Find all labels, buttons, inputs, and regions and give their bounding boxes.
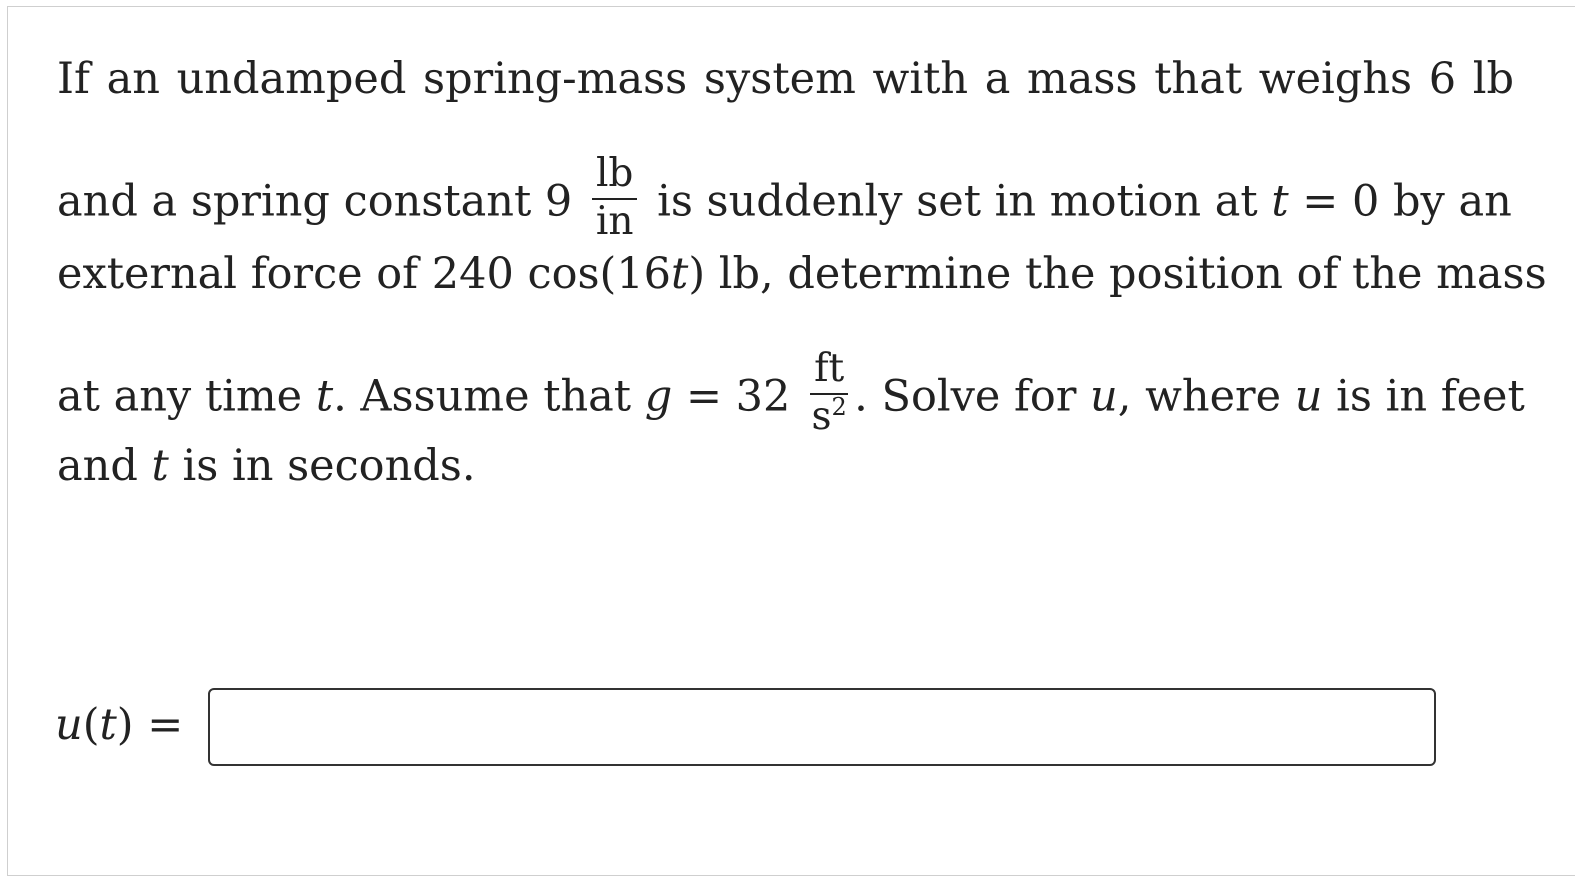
fraction-numerator: ft	[810, 349, 848, 395]
problem-line-4	[57, 346, 1525, 444]
var-u: u	[55, 700, 83, 750]
var-t: t	[315, 371, 334, 422]
var-t: t	[1271, 176, 1289, 227]
text-equals-32: = 32	[685, 371, 791, 422]
fraction-denominator	[810, 392, 848, 439]
text-equals-zero: = 0 by an	[1302, 176, 1512, 227]
equals-sign: =	[147, 700, 184, 750]
text-in-feet: is in feet	[1336, 371, 1525, 422]
fraction-ft-per-s2	[810, 346, 848, 439]
var-u: u	[1294, 371, 1323, 422]
answer-label	[55, 700, 184, 750]
paren-close: )	[116, 700, 134, 750]
var-t: t	[151, 441, 169, 491]
text-in-seconds: is in seconds.	[182, 441, 476, 491]
text-spring-constant: and a spring constant 9	[57, 176, 573, 227]
text-assume: . Assume that	[333, 371, 632, 422]
text-where: , where	[1117, 371, 1282, 422]
var-t: t	[671, 249, 689, 299]
text-set-in-motion: is suddenly set in motion at	[657, 176, 1258, 227]
text-at-any-time: at any time	[57, 371, 303, 422]
problem-line-1: If an undamped spring-mass system with a mass that weighs 6 lb	[57, 54, 1515, 104]
problem-line-2	[57, 151, 1512, 249]
fraction-denominator: in	[595, 198, 634, 244]
var-g: g	[644, 371, 673, 422]
fraction-numerator: lb	[592, 154, 637, 200]
answer-row	[55, 688, 1445, 768]
unit-s: s	[811, 393, 832, 439]
text-solve-for: . Solve for	[854, 371, 1077, 422]
answer-input[interactable]	[208, 688, 1436, 766]
problem-line-3	[57, 249, 1547, 299]
text-external-force: external force of 240 cos(16	[57, 249, 672, 299]
var-t: t	[99, 700, 117, 750]
paren-open: (	[82, 700, 100, 750]
exponent: 2	[831, 392, 847, 421]
text-determine-position: ) lb, determine the position of the mass	[688, 249, 1547, 299]
text-and: and	[57, 441, 138, 491]
fraction-lb-per-in	[592, 151, 637, 244]
var-u: u	[1090, 371, 1118, 422]
problem-line-5	[57, 441, 476, 491]
